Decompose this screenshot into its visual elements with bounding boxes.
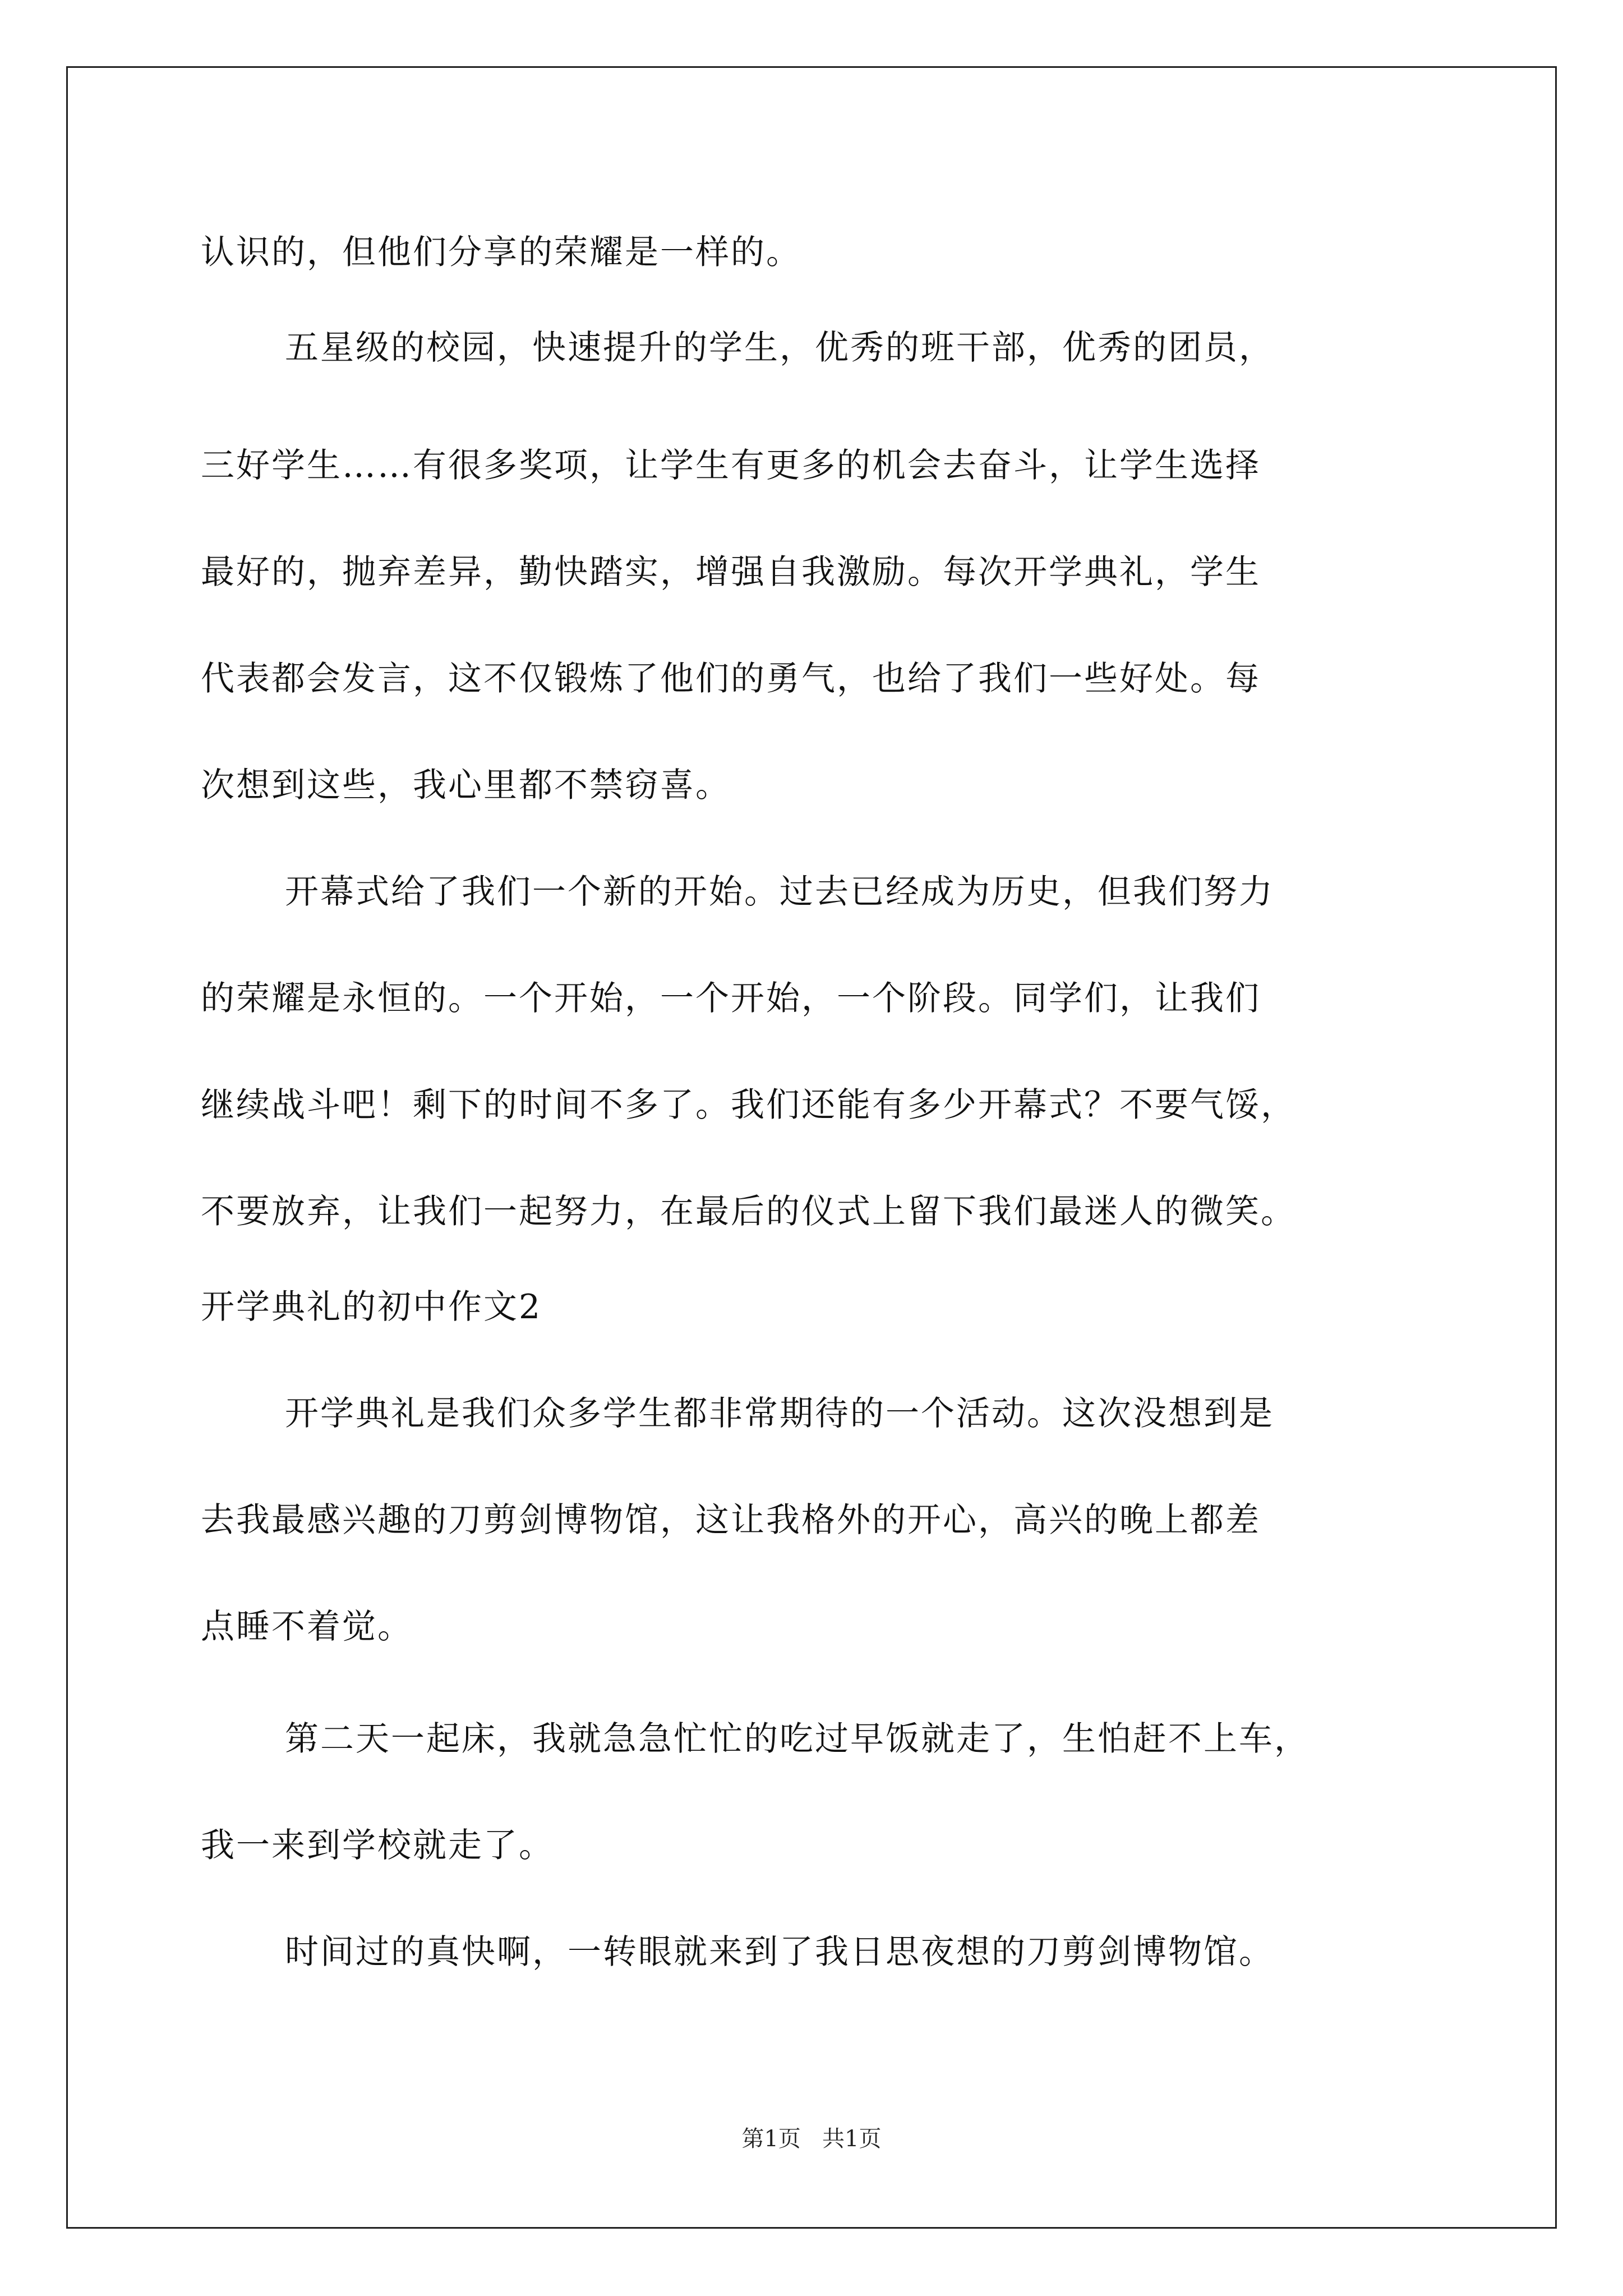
text-line: 开幕式给了我们一个新的开始。过去已经成为历史，但我们努力 [285,872,1274,912]
text-line: 的荣耀是永恒的。一个开始，一个开始，一个阶段。同学们，让我们 [201,979,1261,1018]
text-line: 代表都会发言，这不仅锻炼了他们的勇气，也给了我们一些好处。每 [201,659,1261,698]
text-line: 最好的，抛弃差异，勤快踏实，增强自我激励。每次开学典礼，学生 [201,553,1261,592]
text-line: 继续战斗吧！剩下的时间不多了。我们还能有多少开幕式？不要气馁， [201,1085,1296,1125]
page-footer: 第1页 共1页 [741,2126,882,2152]
text-line: 次想到这些，我心里都不禁窃喜。 [201,766,731,805]
text-line: 时间过的真快啊，一转眼就来到了我日思夜想的刀剪剑博物馆。 [285,1932,1274,1972]
text-line: 去我最感兴趣的刀剪剑博物馆，这让我格外的开心，高兴的晚上都差 [201,1501,1261,1540]
page-border [66,66,1557,2229]
text-line: 五星级的校园，快速提升的学生，优秀的班干部，优秀的团员， [285,328,1274,367]
text-line: 不要放弃，让我们一起努力，在最后的仪式上留下我们最迷人的微笑。 [201,1192,1296,1231]
text-line: 第二天一起床，我就急急忙忙的吃过早饭就走了，生怕赶不上车， [285,1719,1310,1759]
section-heading: 开学典礼的初中作文2 [201,1287,542,1327]
text-line: 开学典礼是我们众多学生都非常期待的一个活动。这次没想到是 [285,1394,1274,1433]
text-line: 我一来到学校就走了。 [201,1826,554,1865]
text-line: 三好学生……有很多奖项，让学生有更多的机会去奋斗，让学生选择 [201,446,1261,485]
text-line: 点睡不着觉。 [201,1607,413,1646]
text-line: 认识的，但他们分享的荣耀是一样的。 [201,233,801,272]
